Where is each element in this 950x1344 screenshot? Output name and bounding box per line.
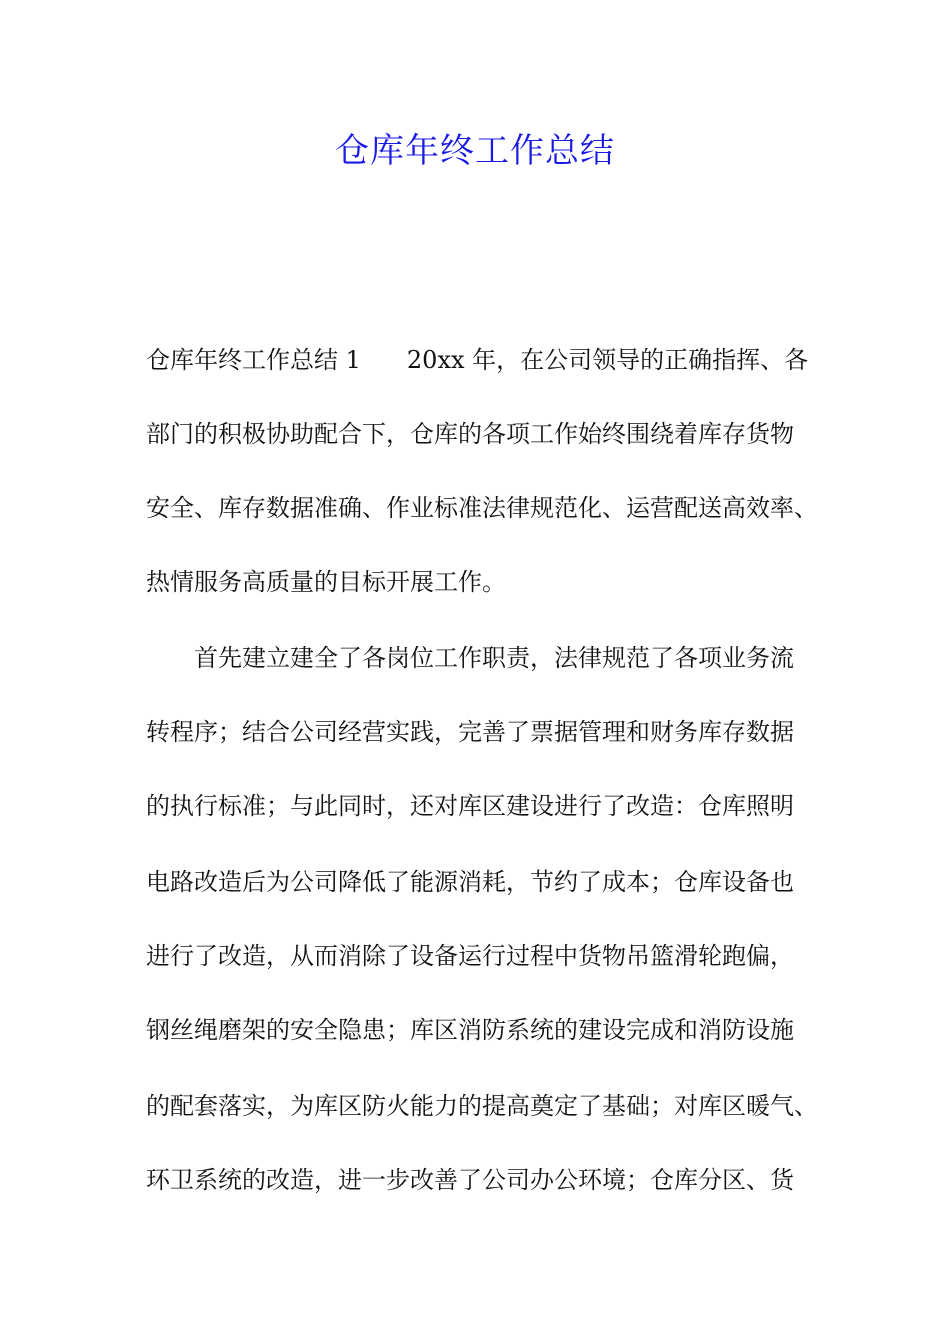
paragraph-line: 热情服务高质量的目标开展工作。	[146, 568, 506, 596]
paragraph-line: 的配套落实，为库区防火能力的提高奠定了基础；对库区暖气、	[146, 1092, 818, 1120]
paragraph-heading: 仓库年终工作总结 1	[146, 346, 361, 374]
paragraph-line: 环卫系统的改造，进一步改善了公司办公环境；仓库分区、货	[146, 1166, 794, 1194]
paragraph-line: 钢丝绳磨架的安全隐患；库区消防系统的建设完成和消防设施	[146, 1016, 794, 1044]
paragraph-line	[146, 342, 808, 378]
paragraph-line: 的执行标准；与此同时，还对库区建设进行了改造：仓库照明	[146, 792, 794, 820]
paragraph-text: 20xx 年，在公司领导的正确指挥、各	[406, 346, 809, 374]
paragraph-line: 安全、库存数据准确、作业标准法律规范化、运营配送高效率、	[146, 494, 818, 522]
document-title: 仓库年终工作总结	[335, 131, 615, 171]
paragraph-line: 转程序；结合公司经营实践，完善了票据管理和财务库存数据	[146, 718, 794, 746]
paragraph-line: 部门的积极协助配合下，仓库的各项工作始终围绕着库存货物	[146, 420, 794, 448]
paragraph-line: 首先建立建全了各岗位工作职责，法律规范了各项业务流	[194, 644, 794, 672]
paragraph-line: 进行了改造，从而消除了设备运行过程中货物吊篮滑轮跑偏，	[146, 942, 794, 970]
paragraph-line: 电路改造后为公司降低了能源消耗，节约了成本；仓库设备也	[146, 868, 794, 896]
